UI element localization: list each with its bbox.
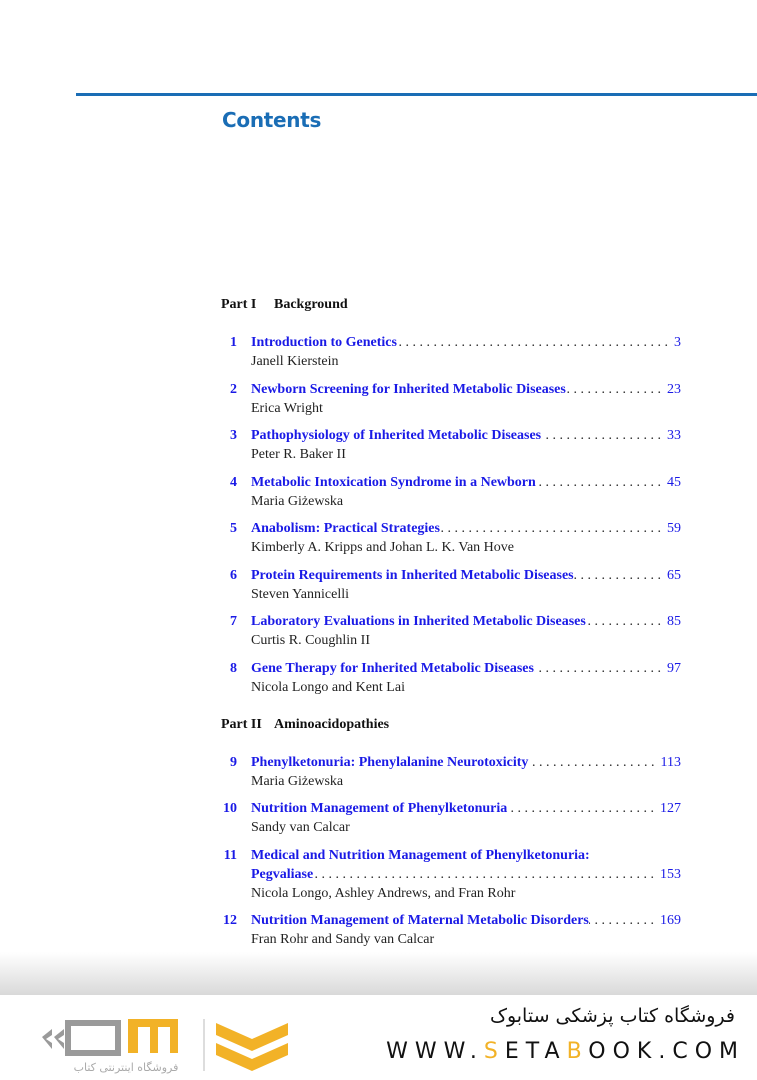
dot-leader — [397, 333, 674, 352]
chapter-title[interactable]: Protein Requirements in Inherited Metabolic Diseases — [251, 567, 574, 583]
chapter-title[interactable]: Introduction to Genetics — [251, 335, 397, 350]
toc-entry[interactable] — [221, 333, 681, 371]
chapter-number: 12 — [223, 913, 237, 928]
page-number[interactable]: 97 — [667, 660, 681, 676]
toc-title-line — [221, 612, 681, 631]
page-number[interactable]: 127 — [660, 801, 681, 816]
toc-entry[interactable] — [221, 799, 681, 837]
page-number[interactable]: 3 — [674, 335, 681, 350]
dot-leader — [528, 753, 660, 772]
toc-entry[interactable] — [221, 473, 681, 511]
chapter-authors: Curtis R. Coughlin II — [251, 633, 371, 648]
part-name: Aminoacidopathies — [274, 716, 390, 732]
chapter-title[interactable]: Gene Therapy for Inherited Metabolic Diseases — [251, 660, 534, 676]
chapter-authors: Sandy van Calcar — [251, 820, 350, 835]
chapter-title[interactable]: Phenylketonuria: Phenylalanine Neurotoxicity — [251, 754, 529, 770]
page-number[interactable]: 65 — [667, 567, 681, 583]
part-label: Part I — [221, 297, 257, 312]
chapter-title[interactable]: Newborn Screening for Inherited Metabolic Diseases — [251, 381, 566, 397]
chapter-title[interactable]: Metabolic Intoxication Syndrome in a Newborn — [251, 474, 536, 490]
toc-title-line — [221, 380, 681, 399]
toc-title-line — [221, 519, 681, 538]
page-number[interactable]: 153 — [660, 866, 681, 882]
chapter-title[interactable]: Nutrition Management of Maternal Metabolic Disorders — [251, 913, 589, 928]
dot-leader — [313, 865, 660, 884]
chapter-title[interactable]: Pathophysiology of Inherited Metabolic Diseases — [251, 428, 542, 443]
toc-title-line — [221, 566, 681, 585]
dot-leader — [574, 566, 667, 585]
toc-title-line — [221, 426, 681, 445]
store-name: فروشگاه کتاب پزشکی ستابوک — [489, 1005, 735, 1027]
dot-leader — [586, 612, 667, 631]
page-fade — [0, 952, 757, 995]
page-number[interactable]: 85 — [667, 614, 681, 629]
toc-entry[interactable] — [221, 380, 681, 418]
toc-entry[interactable] — [221, 753, 681, 791]
page-number[interactable]: 45 — [667, 474, 681, 490]
chapter-number: 3 — [230, 428, 237, 443]
chapter-number: 2 — [230, 381, 237, 397]
toc-title-line — [221, 846, 681, 865]
chapter-title-continued[interactable]: Pegvaliase — [251, 866, 314, 882]
dot-leader — [534, 659, 667, 678]
toc-entry[interactable] — [221, 846, 681, 903]
chapter-number: 7 — [230, 614, 237, 629]
chapter-number: 11 — [223, 847, 237, 863]
dot-leader — [566, 380, 667, 399]
header-rule — [76, 93, 757, 96]
chapter-number: 1 — [230, 335, 237, 350]
chapter-authors: Fran Rohr and Sandy van Calcar — [251, 932, 435, 947]
dot-leader — [440, 519, 667, 538]
page-title: Contents — [222, 108, 322, 132]
toc-entry[interactable] — [221, 659, 681, 697]
toc-entry[interactable] — [221, 612, 681, 650]
toc-title-line — [221, 473, 681, 492]
toc-title-line — [221, 865, 681, 884]
chapter-authors: Maria Giżewska — [251, 493, 344, 509]
toc-title-line — [221, 799, 681, 818]
table-of-contents — [221, 295, 681, 958]
page-number[interactable]: 59 — [667, 521, 681, 536]
chapter-title[interactable]: Anabolism: Practical Strategies — [251, 521, 440, 536]
chapter-authors: Steven Yannicelli — [251, 586, 349, 602]
toc-title-line — [221, 659, 681, 678]
page-number[interactable]: 23 — [667, 381, 681, 397]
toc-title-line — [221, 753, 681, 772]
svg-text:فروشگاه اینترنتی کتاب: فروشگاه اینترنتی کتاب — [73, 1061, 179, 1074]
chapter-authors: Nicola Longo, Ashley Andrews, and Fran Rohr — [251, 885, 516, 901]
toc-entry[interactable] — [221, 566, 681, 604]
page-number[interactable]: 33 — [667, 428, 681, 443]
chapter-authors: Janell Kierstein — [251, 354, 339, 369]
store-url[interactable]: WWW.SETABOOK.COM — [386, 1039, 745, 1064]
part-label: Part II — [221, 716, 262, 732]
toc-entry[interactable] — [221, 426, 681, 464]
toc-entry[interactable] — [221, 911, 681, 949]
toc-entry[interactable] — [221, 519, 681, 557]
chapter-authors: Maria Giżewska — [251, 773, 344, 789]
dot-leader — [589, 911, 660, 930]
chapter-authors: Nicola Longo and Kent Lai — [251, 679, 405, 695]
chapter-title[interactable]: Nutrition Management of Phenylketonuria — [251, 801, 508, 816]
toc-title-line — [221, 333, 681, 352]
chapter-number: 4 — [230, 474, 237, 490]
setabook-banner — [0, 995, 757, 1080]
chapter-title[interactable]: Medical and Nutrition Management of Phenylketonuria: — [251, 847, 590, 863]
page-number[interactable]: 113 — [660, 754, 681, 770]
chapter-authors: Kimberly A. Kripps and Johan L. K. Van Hove — [251, 540, 514, 555]
part-heading — [221, 715, 681, 734]
chapter-authors: Erica Wright — [251, 400, 323, 416]
chapter-number: 8 — [230, 660, 237, 676]
part-heading — [221, 295, 681, 314]
dot-leader — [536, 473, 667, 492]
part-name: Background — [274, 297, 348, 312]
setabook-logo — [38, 1015, 288, 1075]
chapter-title[interactable]: Laboratory Evaluations in Inherited Metabolic Diseases — [251, 614, 586, 629]
dot-leader — [541, 426, 667, 445]
page-number[interactable]: 169 — [660, 913, 681, 928]
chapter-number: 10 — [223, 801, 237, 816]
chapter-number: 6 — [230, 567, 237, 583]
toc-title-line — [221, 911, 681, 930]
dot-leader — [507, 799, 660, 818]
chapter-number: 9 — [230, 754, 237, 770]
chapter-authors: Peter R. Baker II — [251, 447, 346, 462]
chapter-number: 5 — [230, 521, 237, 536]
